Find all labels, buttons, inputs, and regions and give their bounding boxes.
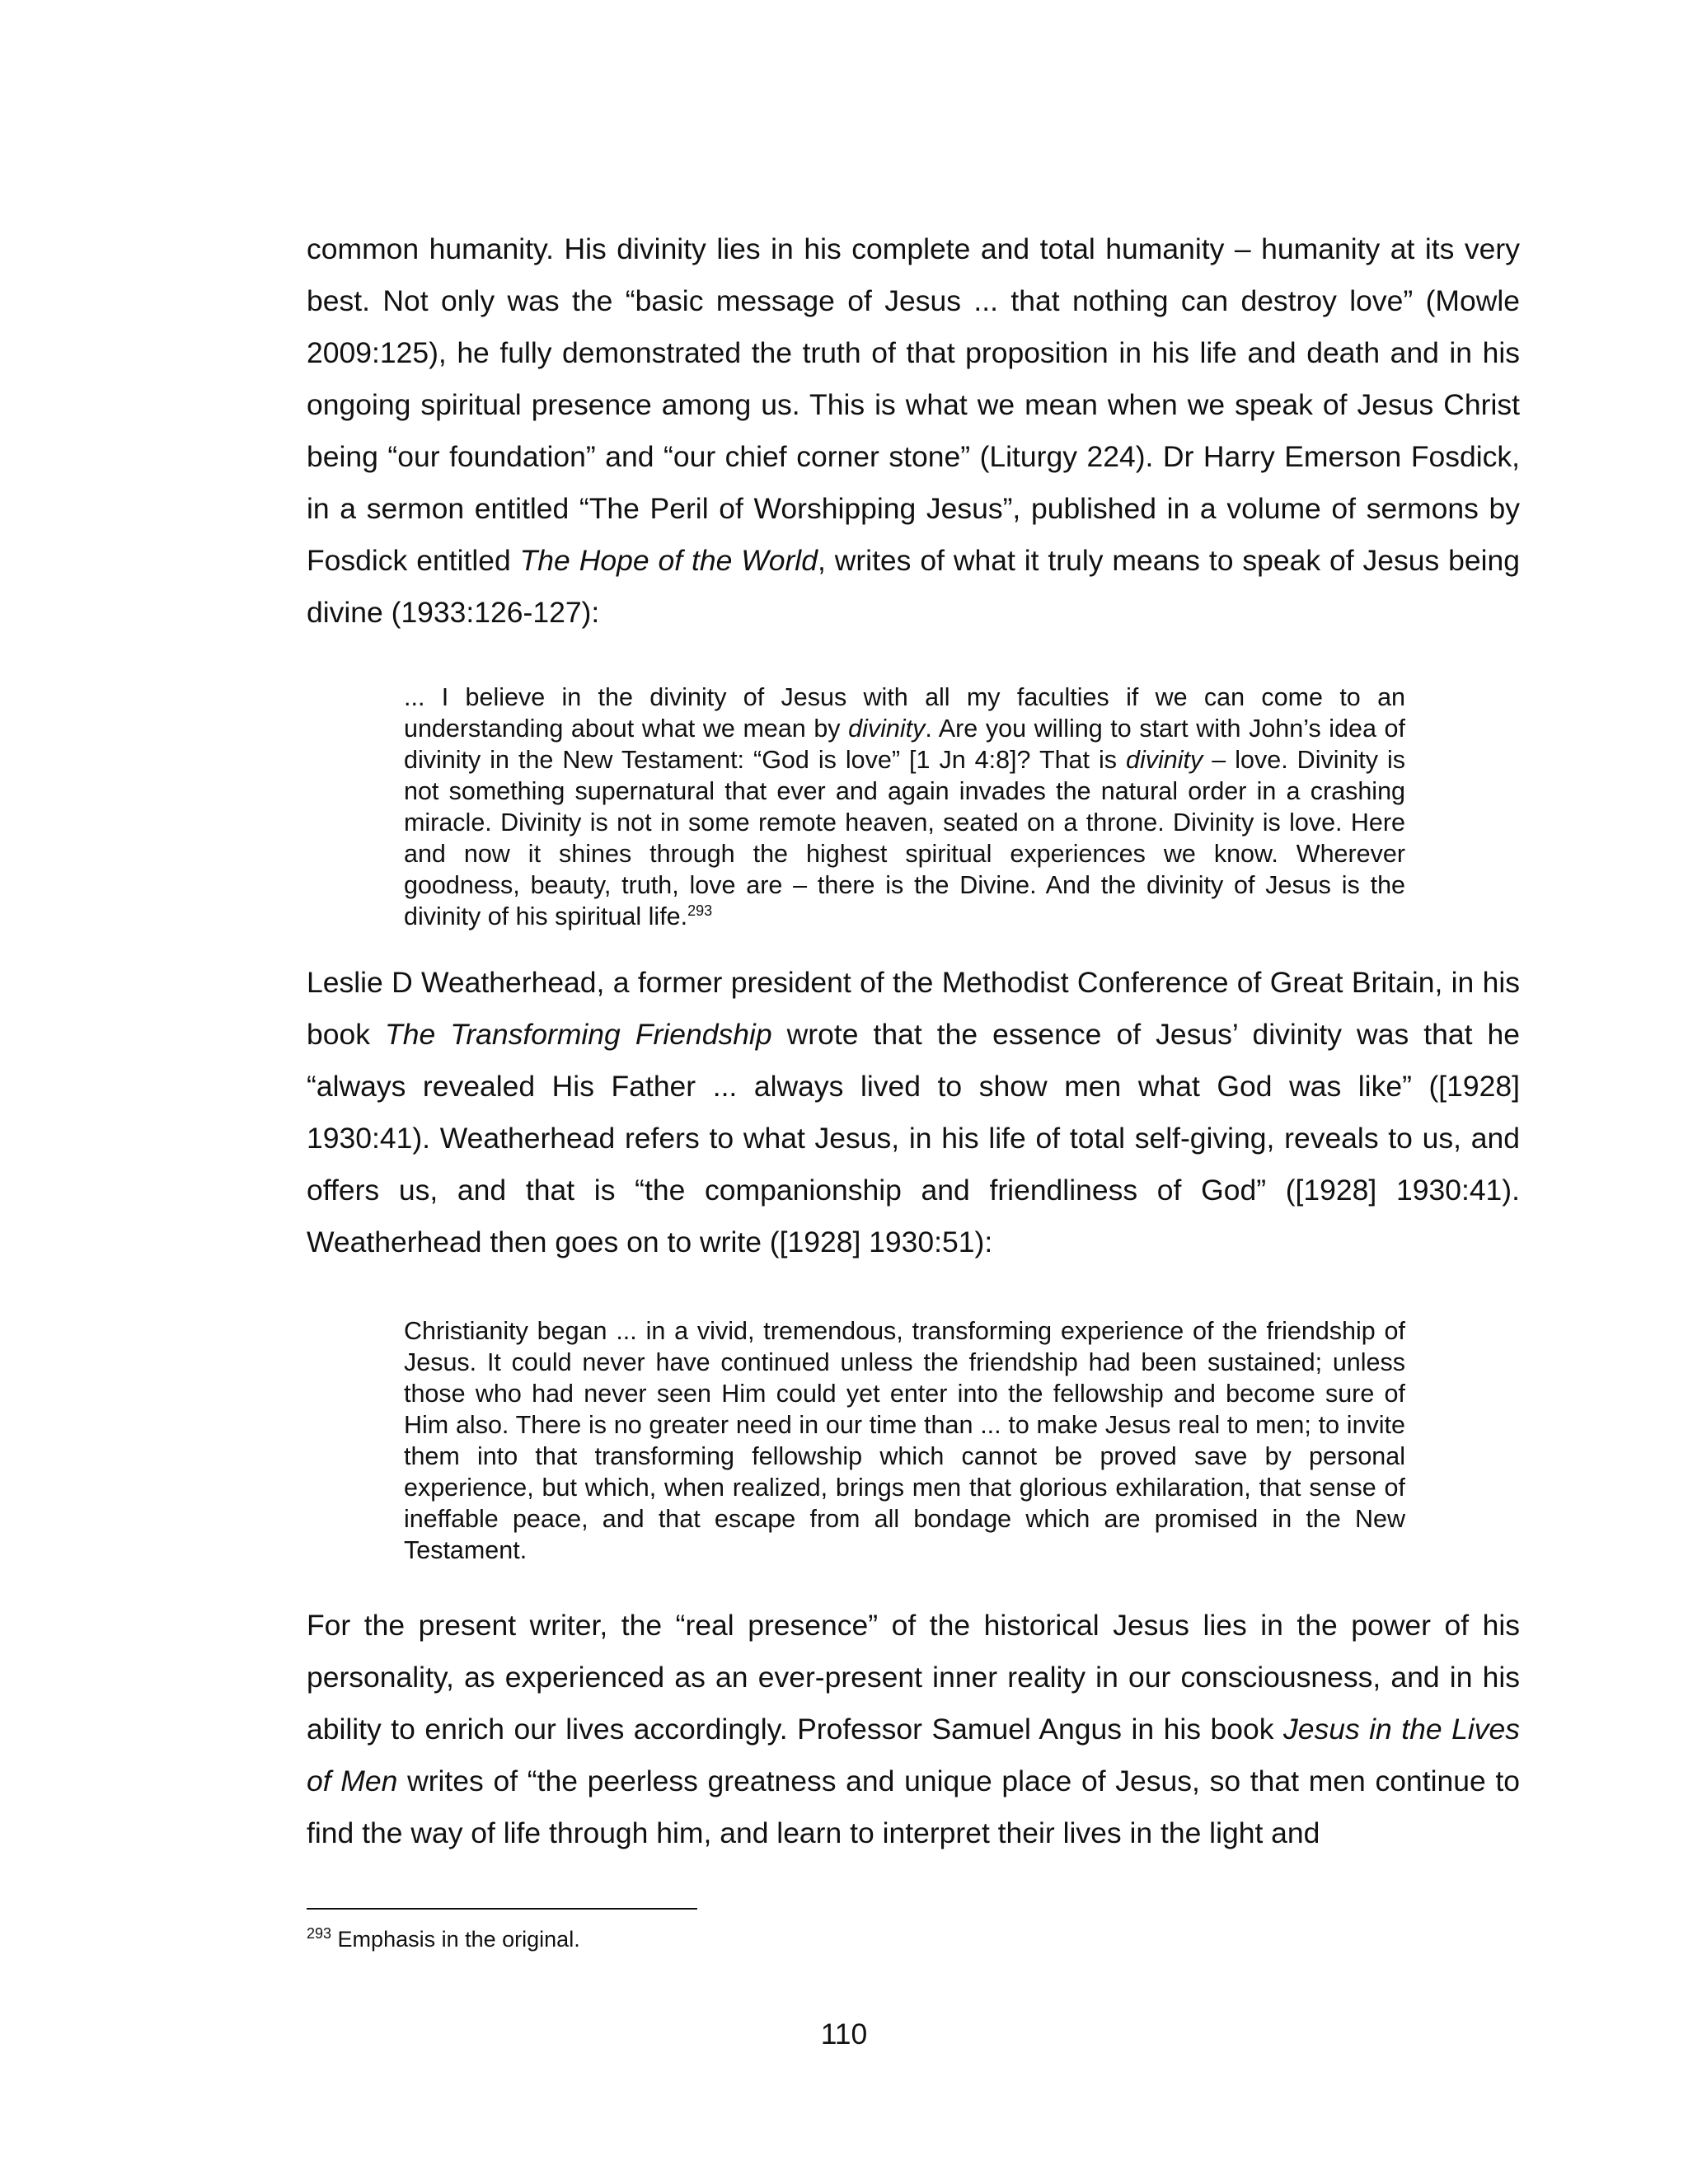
footnote: [307, 1926, 580, 1952]
page-number: 110: [820, 2018, 868, 2050]
paragraph-text: Leslie D Weatherhead, a former president of the Methodist Conference of Great Britain, in his book: [307, 966, 1520, 1051]
quote-text: . Are you willing to start with John’s idea of divinity in the New Testament: “God is love” [1 Jn 4:8]? That is: [404, 715, 1405, 774]
paragraph-text: wrote that the essence of Jesus’ divinity was that he “always revealed His Father ... always lived to show men what God was like” ([1928] 1930:41). Weatherhead refers to what Jesus, in his life of total self-giving, reveals to us, and offers us, and that is “the companionship and friendliness of God” ([1928] 1930:41). Weatherhead then goes on to write ([1928] 1930:51):: [307, 1018, 1521, 1258]
block-quote: [404, 682, 1405, 932]
body-paragraph: [307, 1600, 1520, 1859]
body-paragraph: [307, 223, 1520, 639]
body-paragraph: [307, 957, 1520, 1268]
quote-text: – love. Divinity is not something supernatural that ever and again invades the natural order in a crashing miracle. Divinity is not in some remote heaven, seated on a throne. Divinity is love. Here and now it shines through the highest spiritual experiences we know. Wherever goodness, beauty, truth, love are – there is the Divine. And the divinity of Jesus is the divinity of his spiritual life.: [404, 746, 1405, 930]
paragraph-text: writes of “the peerless greatness and unique place of Jesus, so that men continue to find the way of life through him, and learn to interpret their lives in the light and: [307, 1765, 1520, 1849]
footnote-reference: 293: [687, 902, 713, 919]
quote-emphasis: divinity: [1126, 746, 1203, 774]
paragraph-text: For the present writer, the “real presence” of the historical Jesus lies in the power of his personality, as experienced as an ever-present inner reality in our consciousness, and in his ability to enrich our lives accordingly. Professor Samuel Angus in his book: [307, 1609, 1520, 1746]
book-title: The Hope of the World: [519, 544, 818, 577]
book-title: Jesus in the Lives of Men: [307, 1713, 1520, 1797]
book-title: The Transforming Friendship: [385, 1018, 772, 1051]
footnote-text: Emphasis in the original.: [331, 1927, 580, 1952]
footnote-separator: [307, 1908, 697, 1910]
footnote-number: 293: [307, 1925, 332, 1942]
quote-emphasis: divinity: [848, 715, 926, 743]
paragraph-text: common humanity. His divinity lies in his complete and total humanity – humanity at its very best. Not only was the “basic message of Jesus ... that nothing can destroy love” (Mowle 2009:125), he fully demonstrated the truth of that proposition in his life and death and in his ongoing spiritual presence among us. This is what we mean when we speak of Jesus Christ being “our foundation” and “our chief corner stone” (Liturgy 224). Dr Harry Emerson Fosdick, in a sermon entitled “The Peril of Worshipping Jesus”, published in a volume of sermons by Fosdick entitled: [307, 232, 1520, 577]
block-quote: [404, 1315, 1405, 1566]
quote-text: Christianity began ... in a vivid, tremendous, transforming experience of the friendship of Jesus. It could never have continued unless the friendship had been sustained; unless those who had never seen Him could yet enter into the fellowship and become sure of Him also. There is no greater need in our time than ... to make Jesus real to men; to invite them into that transforming fellowship which cannot be proved save by personal experience, but which, when realized, brings men that glorious exhilaration, that sense of ineffable peace, and that escape from all bondage which are promised in the New Testament.: [404, 1317, 1405, 1564]
paragraph-text: , writes of what it truly means to speak of Jesus being divine (1933:126-127):: [307, 544, 1521, 629]
quote-text: ... I believe in the divinity of Jesus with all my faculties if we can come to an understanding about what we mean by: [404, 683, 1405, 743]
